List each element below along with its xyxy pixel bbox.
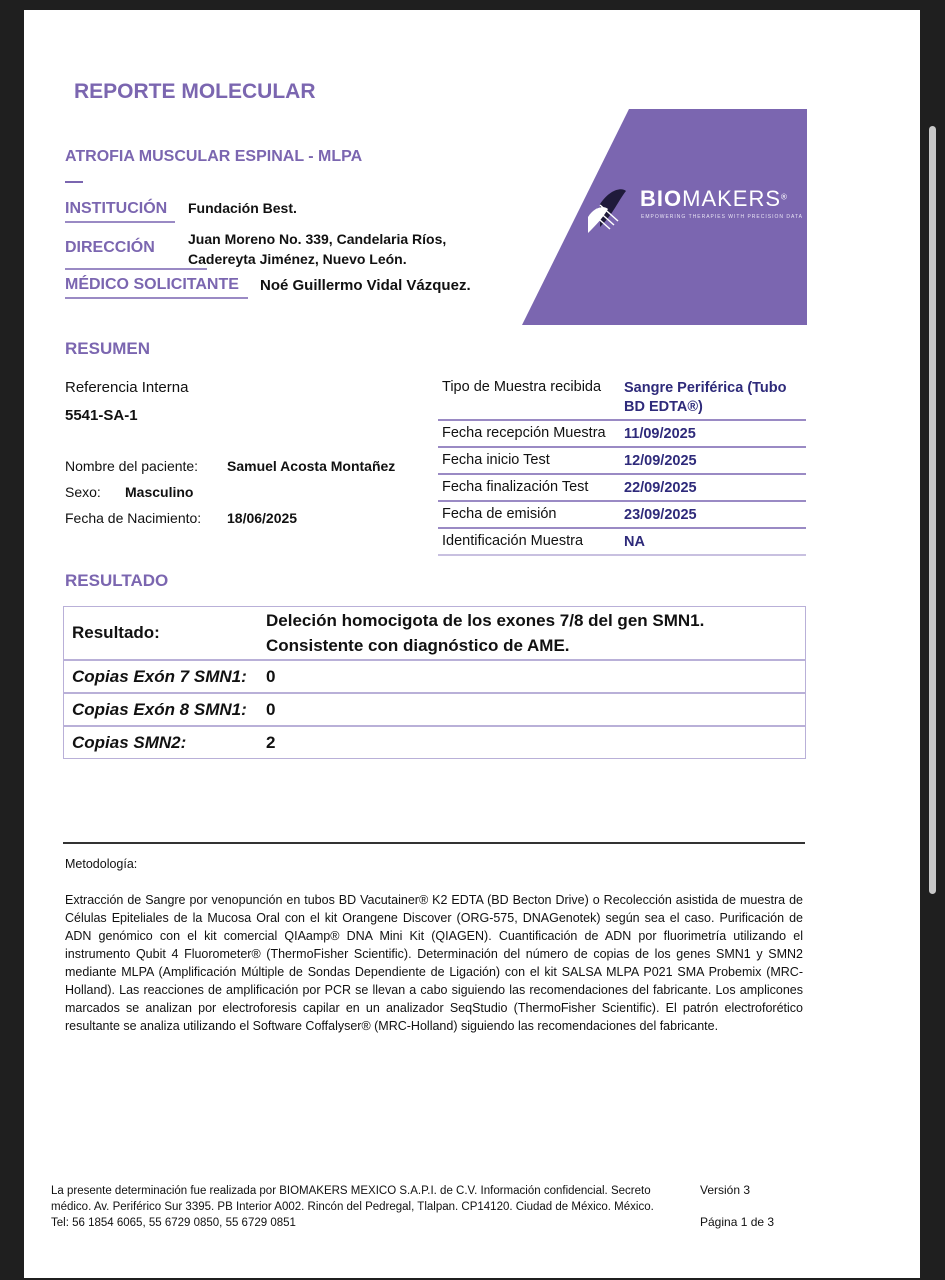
sample-row — [438, 475, 806, 502]
logo-makers: MAKERS — [682, 186, 782, 211]
result-row-value: 2 — [266, 733, 276, 752]
footer-line3: Tel: 56 1854 6065, 55 6729 0850, 55 6729 0851 — [51, 1217, 296, 1229]
result-row-label: Copias SMN2: — [72, 732, 187, 752]
medico-label: MÉDICO SOLICITANTE — [65, 276, 248, 299]
result-row-value: 0 — [266, 667, 276, 686]
direccion-label: DIRECCIÓN — [65, 239, 155, 256]
logo-tagline: EMPOWERING THERAPIES WITH PRECISION DATA — [641, 214, 803, 220]
sample-row-value: Sangre Periférica (Tubo BD EDTA®) — [624, 380, 787, 415]
sample-row-value: 11/09/2025 — [624, 426, 696, 442]
sample-row — [438, 421, 806, 448]
sample-row-value: NA — [624, 534, 645, 550]
report-title: REPORTE MOLECULAR — [74, 80, 316, 103]
medico-value: Noé Guillermo Vidal Vázquez. — [260, 277, 471, 294]
methodology-title: Metodología: — [65, 857, 138, 871]
sample-row-label: Identificación Muestra — [442, 533, 584, 549]
direccion-top-rule — [65, 268, 207, 270]
sample-row-label: Fecha finalización Test — [442, 479, 589, 495]
institucion-value: Fundación Best. — [188, 200, 297, 216]
footer-version: Versión 3 — [700, 1183, 751, 1197]
result-row-label: Copias Exón 8 SMN1: — [72, 699, 247, 719]
biomakers-logo — [640, 186, 787, 212]
sample-row — [438, 375, 806, 421]
direccion-line1: Juan Moreno No. 339, Candelaria Ríos, — [188, 231, 447, 247]
footer-line1: La presente determinación fue realizada por BIOMAKERS MEXICO S.A.P.I. de C.V. Información confidencial. Secreto — [51, 1185, 651, 1197]
resultado-title: RESULTADO — [65, 571, 169, 590]
sexo-label: Sexo: — [65, 484, 101, 500]
result-row — [64, 694, 805, 727]
methodology-rule — [63, 842, 805, 844]
footer-page-number: Página 1 de 3 — [700, 1215, 775, 1229]
sample-row — [438, 448, 806, 475]
result-row — [64, 661, 805, 694]
sample-row-value: 12/09/2025 — [624, 453, 697, 469]
footer-line2: médico. Av. Periférico Sur 3395. PB Interior A002. Rincón del Pedregal, Tlalpan. CP14120. Ciudad de México. México. — [51, 1201, 654, 1213]
footer-disclaimer — [51, 1183, 671, 1231]
result-row-label: Copias Exón 7 SMN1: — [72, 666, 247, 686]
sample-info-table — [438, 375, 806, 556]
result-row — [64, 727, 805, 758]
ref-label: Referencia Interna — [65, 379, 189, 396]
institucion-label: INSTITUCIÓN — [65, 200, 175, 223]
direccion-line2: Cadereyta Jiménez, Nuevo León. — [188, 251, 407, 267]
sexo-value: Masculino — [125, 484, 194, 500]
result-row-value — [266, 607, 805, 659]
logo-reg: ® — [781, 192, 787, 202]
result-line1: Deleción homocigota de los exones 7/8 del gen SMN1. — [266, 611, 705, 630]
ref-value: 5541-SA-1 — [65, 407, 138, 424]
result-line2: Consistente con diagnóstico de AME. — [266, 636, 570, 655]
report-page — [24, 10, 920, 1278]
nacimiento-label: Fecha de Nacimiento: — [65, 510, 202, 526]
report-subtitle: ATROFIA MUSCULAR ESPINAL - MLPA — [65, 148, 363, 165]
logo-bio: BIO — [640, 186, 683, 211]
result-table — [63, 606, 806, 759]
nacimiento-value: 18/06/2025 — [227, 510, 298, 526]
result-row — [64, 607, 805, 661]
sample-row-label: Tipo de Muestra recibida — [442, 379, 602, 395]
sample-row-label: Fecha inicio Test — [442, 452, 550, 468]
result-row-value: 0 — [266, 700, 276, 719]
methodology-body: Extracción de Sangre por venopunción en tubos BD Vacutainer® K2 EDTA (BD Becton Drive) o Recolección asistida de muestra de Células Epiteliales de la Mucosa Oral con el kit Orangene Discover (ORG-575, DNAGenotek) según sea el caso. Purificación de ADN genómico con el kit comercial QIAamp® DNA Mini Kit (QIAGEN). Cuantificación de ADN por fluorimetría utilizando el instrumento Qubit 4 Fluorometer® (ThermoFisher Scientific). Determinación del número de copias de los genes SMN1 y SMN2 mediante MLPA (Amplificación Múltiple de Sondas Dependiente de Ligación) con el kit SALSA MLPA P021 SMA Probemix (MRC-Holland). Las reacciones de amplificación por PCR se llevan a cabo siguiendo las recomendaciones del fabricante. Los amplicones marcados se analizan por electroforesis capilar en un analizador SeqStudio (ThermoFisher Scientific). El patrón electroforético resultante se analiza utilizando el Software Coffalyser® (MRC-Holland) siguiendo las recomendaciones del fabricante. — [65, 893, 803, 1033]
sample-row — [438, 529, 806, 556]
sample-row-value: 22/09/2025 — [624, 480, 697, 496]
sample-row-value: 23/09/2025 — [624, 507, 697, 523]
paciente-label: Nombre del paciente: — [65, 458, 199, 474]
result-row-label: Resultado: — [72, 623, 160, 642]
paciente-value: Samuel Acosta Montañez — [227, 458, 396, 474]
scrollbar-thumb[interactable] — [929, 126, 936, 894]
sample-row-label: Fecha recepción Muestra — [442, 425, 606, 441]
sample-row — [438, 502, 806, 529]
resumen-title: RESUMEN — [65, 339, 151, 358]
sample-row-label: Fecha de emisión — [442, 506, 557, 522]
subtitle-rule — [65, 181, 83, 183]
